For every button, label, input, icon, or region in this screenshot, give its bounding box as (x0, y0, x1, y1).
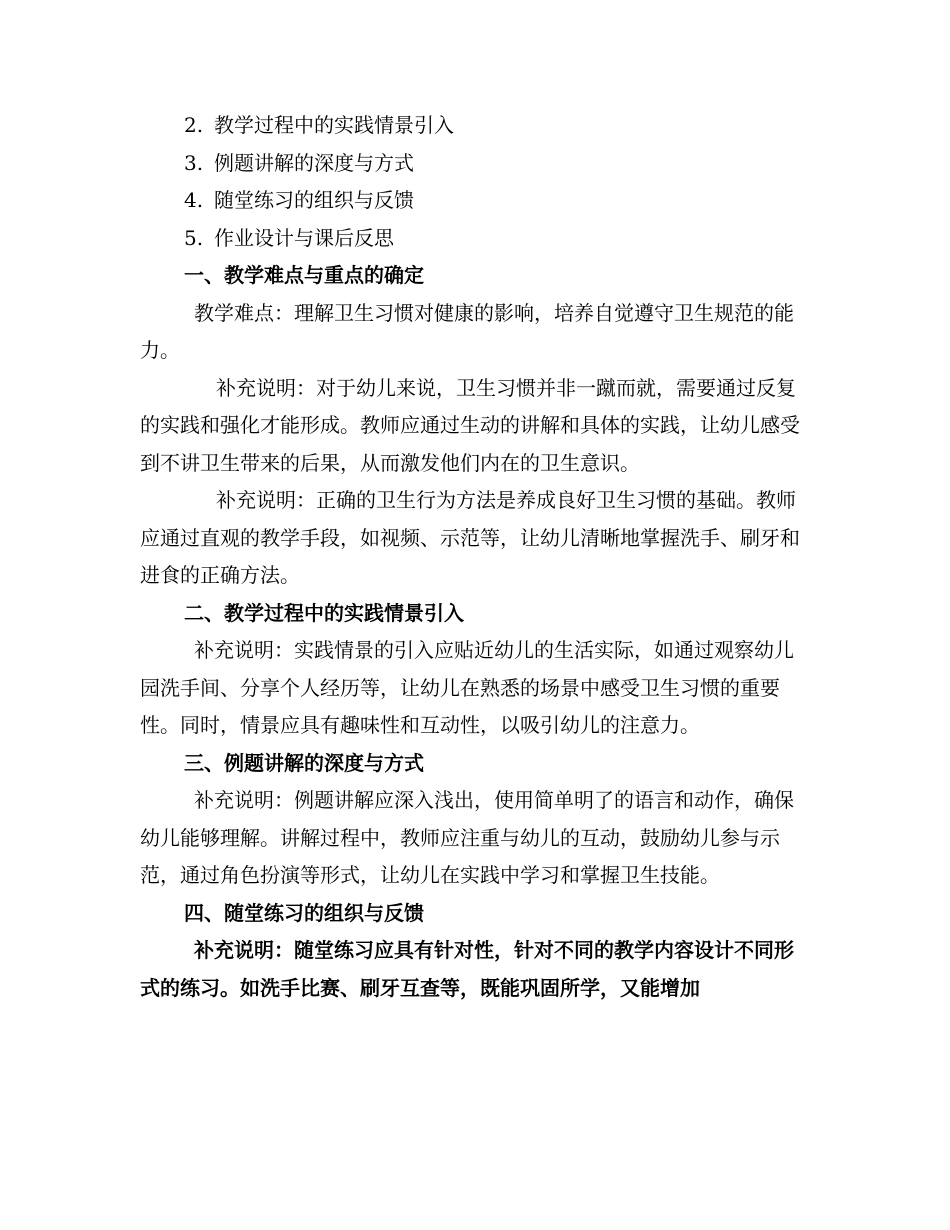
section-2-paragraph-1: 补充说明：实践情景的引入应贴近幼儿的生活实际，如通过观察幼儿园洗手间、分享个人经历等，让幼儿在熟悉的场景中感受卫生习惯的重要性。同时，情景应具有趣味性和互动性，以吸引幼儿的注意力。 (140, 638, 794, 737)
outline-number: 5. (184, 225, 204, 250)
outline-text: 教学过程中的实践情景引入 (214, 113, 454, 137)
outline-number: 4. (184, 188, 204, 212)
section-heading-1: 一、教学难点与重点的确定 (184, 263, 424, 287)
section-1-paragraph-2: 补充说明：对于幼儿来说，卫生习惯并非一蹴而就，需要通过反复的实践和强化才能形成。教师应通过生动的讲解和具体的实践，让幼儿感受到不讲卫生带来的后果，从而激发他们内在的卫生意识。 (140, 375, 800, 475)
section-heading-2: 二、教学过程中的实践情景引入 (184, 600, 464, 625)
outline-item-3 (140, 145, 805, 183)
outline-item-4 (140, 182, 805, 220)
section-1-paragraph-3: 补充说明：正确的卫生行为方法是养成良好卫生习惯的基础。教师应通过直观的教学手段，如视频、示范等，让幼儿清晰地掌握洗手、刷牙和进食的正确方法。 (140, 488, 800, 587)
document-page (140, 107, 805, 1007)
outline-text: 随堂练习的组织与反馈 (214, 188, 414, 212)
outline-number: 3. (184, 150, 204, 175)
outline-item-2 (140, 107, 805, 145)
section-heading-3: 三、例题讲解的深度与方式 (184, 750, 424, 775)
outline-text: 例题讲解的深度与方式 (214, 150, 414, 175)
outline-number: 2. (184, 113, 204, 137)
section-heading-4: 四、随堂练习的组织与反馈 (184, 900, 424, 925)
section-4-paragraph-1: 补充说明：随堂练习应具有针对性，针对不同的教学内容设计不同形式的练习。如洗手比赛、刷牙互查等，既能巩固所学，又能增加 (140, 938, 794, 1000)
section-3-paragraph-1: 补充说明：例题讲解应深入浅出，使用简单明了的语言和动作，确保幼儿能够理解。讲解过程中，教师应注重与幼儿的互动，鼓励幼儿参与示范，通过角色扮演等形式，让幼儿在实践中学习和掌握卫生技能。 (140, 788, 794, 887)
outline-text: 作业设计与课后反思 (214, 225, 394, 250)
section-1-paragraph-1: 教学难点：理解卫生习惯对健康的影响，培养自觉遵守卫生规范的能力。 (140, 300, 794, 362)
outline-item-5 (140, 220, 805, 258)
